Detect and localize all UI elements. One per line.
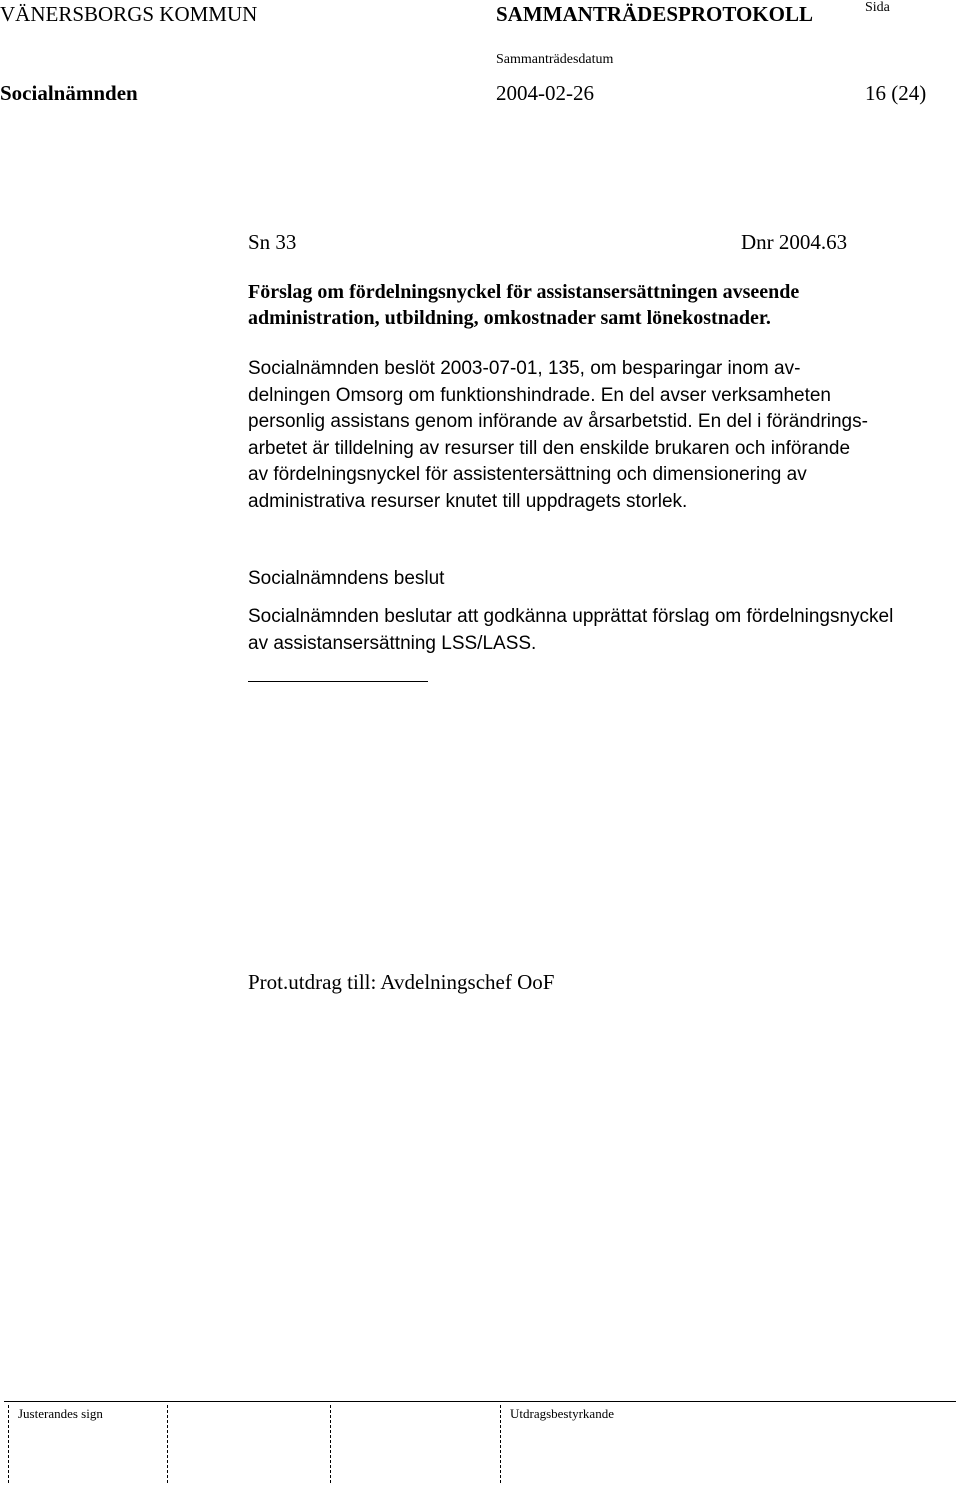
background-text-line: arbetet är tilldelning av resurser till den enskilde brukaren och införande xyxy=(248,437,851,459)
footer-rule xyxy=(4,1401,956,1402)
signature-box-divider xyxy=(500,1405,501,1483)
extract-certification-label: Utdragsbestyrkande xyxy=(510,1406,614,1421)
background-text-line: administrativa resurser knutet till uppdragets storlek. xyxy=(248,490,688,512)
meeting-date-label: Sammanträdesdatum xyxy=(496,52,614,67)
signature-box-divider xyxy=(8,1405,9,1483)
signature-box-divider xyxy=(167,1405,168,1483)
meeting-date: 2004-02-26 xyxy=(496,81,594,105)
decision-heading: Socialnämndens beslut xyxy=(248,568,445,589)
background-text-line: av fördelningsnyckel för assistentersättning och dimensionering av xyxy=(248,464,807,485)
document-type: SAMMANTRÄDESPROTOKOLL xyxy=(496,2,813,26)
committee-name: Socialnämnden xyxy=(0,81,138,105)
page-number: 16 (24) xyxy=(865,81,927,105)
case-title: Förslag om fördelningsnyckel för assistansersättningen avseende administration, utbildning, omkostnader samt lönekostnader. xyxy=(248,281,800,329)
organization-name: VÄNERSBORGS KOMMUN xyxy=(0,2,258,26)
background-text-line: delningen Omsorg om funktionshindrade. En del avser verksamheten xyxy=(248,384,831,406)
background-text-line: Socialnämnden beslöt 2003-07-01, 135, om besparingar inom av- xyxy=(248,358,801,379)
background-text-line: personlig assistans genom införande av årsarbetstid. En del i förändrings- xyxy=(248,411,868,432)
adjuster-signature-label: Justerandes sign xyxy=(18,1406,103,1421)
decision-text-line: Socialnämnden beslutar att godkänna upprättat förslag om fördelningsnyckel xyxy=(248,606,894,627)
distribution-list: Prot.utdrag till: Avdelningschef OoF xyxy=(248,970,555,994)
decision-text-line: av assistansersättning LSS/LASS. xyxy=(248,632,537,654)
section-number: Sn 33 xyxy=(248,230,297,254)
end-of-case-rule xyxy=(248,681,428,682)
signature-box-divider xyxy=(330,1405,331,1483)
page-label: Sida xyxy=(865,0,890,15)
registration-number: Dnr 2004.63 xyxy=(741,230,848,254)
